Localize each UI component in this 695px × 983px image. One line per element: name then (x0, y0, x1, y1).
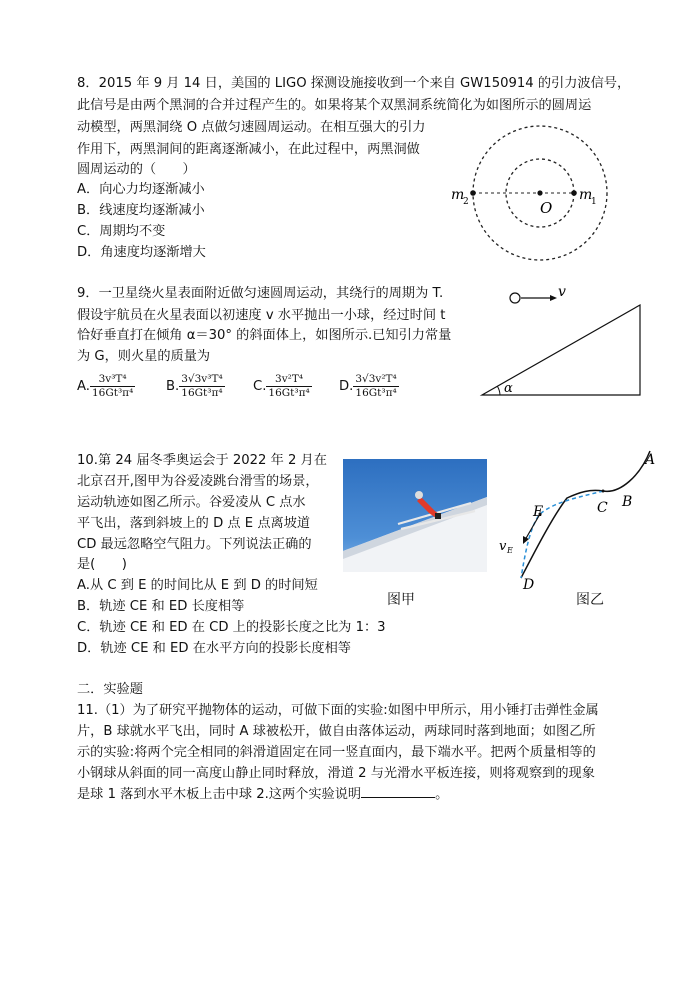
q9-line2: 假设宇航员在火星表面以初速度 v 水平抛出一小球，经过时间 t (77, 308, 446, 323)
ball (510, 293, 520, 303)
label-alpha: α (504, 381, 513, 396)
q11-line1: 11.（1）为了研究平抛物体的运动，可做下面的实验:如图中甲所示，用小锤打击弹性金属 (77, 703, 599, 718)
label-m1-sub: 1 (591, 197, 597, 207)
label-ve: v (499, 539, 507, 554)
q11-line3: 示的实验:将两个完全相同的斜滑道固定在同一竖直面内，最下端水平。把两个质量相等的 (77, 745, 596, 760)
q8-option-c: C．周期均不变 (77, 224, 166, 239)
section-2-title: 二．实验题 (77, 682, 143, 697)
q10-option-c: C．轨迹 CE 和 ED 在 CD 上的投影长度之比为 1：3 (77, 620, 386, 635)
q8-line5: 圆周运动的（ ） (77, 162, 196, 177)
q10-line4: 平飞出，落到斜坡上的 D 点 E 点离坡道 (77, 516, 311, 531)
q10-option-b: B．轨迹 CE 和 ED 长度相等 (77, 599, 245, 614)
q8-option-a: A．向心力均逐渐减小 (77, 182, 205, 197)
label-ve-sub: E (507, 546, 513, 555)
q9-option-d: D. $\frac{\text{3√3v²T⁴}}{\text{16Gt³π⁴}}$ (339, 372, 397, 399)
q9-line1: 9．一卫星绕火星表面附近做匀速圆周运动，其绕行的周期为 T. (77, 286, 444, 301)
q8-option-b: B．线速度均逐渐减小 (77, 203, 205, 218)
q8-line2: 此信号是由两个黑洞的合并过程产生的。如果将某个双黑洞系统简化为如图所示的圆周运 (77, 98, 592, 113)
fig-jia-ski-jump-photo (343, 459, 487, 572)
q9-line3: 恰好垂直打在倾角 α＝30° 的斜面体上，如图所示.已知引力常量 (77, 328, 452, 343)
angle-arc (498, 387, 501, 396)
black-hole-m2 (470, 190, 476, 196)
q10-line2: 北京召开,图甲为谷爱凌跳台滑雪的场景， (77, 474, 319, 489)
q8-line3: 动模型，两黑洞绕 O 点做匀速圆周运动。在相互强大的引力 (77, 120, 426, 135)
fig-yi-caption: 图乙 (576, 592, 604, 608)
velocity-arrowhead (550, 295, 557, 301)
skier-helmet (415, 491, 423, 499)
q9-option-b: B. $\frac{\text{3√3v³T⁴}}{\text{16Gt³π⁴}}$ (166, 372, 223, 399)
skier-boots (435, 513, 441, 519)
label-b: B (622, 494, 633, 510)
black-hole-m1 (571, 190, 577, 196)
center-point-o (537, 190, 542, 195)
q10-line1: 10.第 24 届冬季奥运会于 2022 年 2 月在 (77, 453, 327, 468)
q11-line2: 片，B 球就水平飞出，同时 A 球被松开，做自由落体运动，两球同时落到地面；如图乙所 (77, 724, 596, 739)
fig-jia-caption: 图甲 (387, 592, 415, 608)
label-m1: m (579, 187, 593, 203)
q9-option-c: C. $\frac{\text{3v²T⁴}}{\text{16Gt³π⁴}}$ (253, 372, 310, 399)
q10-line3: 运动轨迹如图乙所示。谷爱凌从 C 点水 (77, 495, 306, 510)
label-d: D (523, 577, 535, 593)
label-m2-sub: 2 (463, 197, 469, 207)
q10-option-d: D．轨迹 CE 和 ED 在水平方向的投影长度相等 (77, 641, 351, 656)
q9-option-a: A. $\frac{\text{3v³T⁴}}{\text{16Gt³π⁴}}$ (77, 372, 134, 399)
q9-incline-figure (478, 283, 648, 401)
label-a: A (645, 452, 656, 468)
q9-line4: 为 G，则火星的质量为 (77, 349, 211, 364)
q8-option-d: D．角速度均逐渐增大 (77, 245, 206, 260)
q8-orbit-figure (440, 118, 640, 268)
q11-line4: 小钢球从斜面的同一高度山静止同时释放，滑道 2 与光滑水平板连接，则将观察到的现象 (77, 766, 595, 781)
label-v: v (558, 284, 566, 300)
label-e: E (533, 504, 544, 520)
answer-blank[interactable] (361, 785, 435, 798)
label-o: O (540, 199, 553, 217)
q10-line5: CD 最远忽略空气阻力。下列说法正确的 (77, 537, 312, 552)
q8-line4: 作用下，两黑洞间的距离逐渐减小，在此过程中，两黑洞做 (77, 142, 420, 157)
q11-line5: 是球 1 落到水平木板上击中球 2.这两个实验说明 。 (77, 787, 449, 802)
q8-line1: 8．2015 年 9 月 14 日，美国的 LIGO 探测设施接收到一个来自 GW150914 的引力波信号， (77, 76, 631, 91)
label-m2: m (451, 187, 465, 203)
q10-line6: 是( ) (77, 557, 127, 572)
q10-option-a: A.从 C 到 E 的时间比从 E 到 D 的时间短 (77, 578, 318, 593)
fig-yi-trajectory (495, 446, 670, 596)
point-c (602, 490, 605, 493)
label-c: C (597, 500, 608, 516)
